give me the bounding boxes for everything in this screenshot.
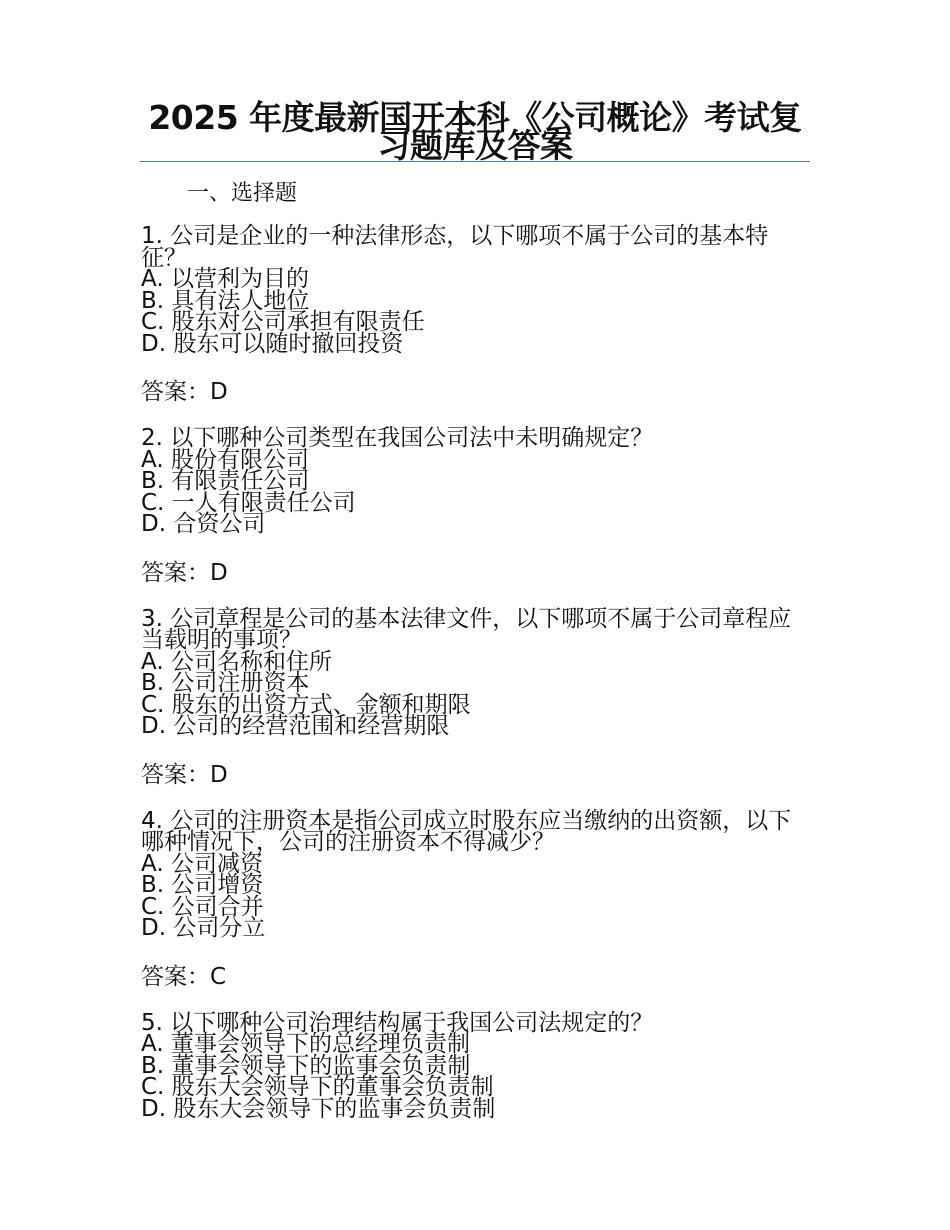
question-text: 2. 以下哪种公司类型在我国公司法中未明确规定？ — [141, 425, 654, 451]
answer-line: 答案：D — [141, 379, 228, 405]
option-c: C. 股东的出资方式、金额和期限 — [141, 691, 471, 718]
document-title: 2025 年度最新国开本科《公司概论》考试复习题库及答案 — [148, 98, 802, 165]
option-a: A. 股份有限公司 — [141, 446, 309, 473]
option-b: B. 董事会领导下的监事会负责制 — [141, 1052, 471, 1079]
option-d: D. 股东可以随时撤回投资 — [141, 330, 404, 357]
option-c: C. 股东大会领导下的董事会负责制 — [141, 1074, 494, 1100]
question-block — [141, 605, 801, 788]
question-text: 5. 以下哪种公司治理结构属于我国公司法规定的？ — [141, 1009, 654, 1036]
option-b: B. 公司增资 — [141, 872, 264, 898]
option-b: B. 有限责任公司 — [141, 468, 310, 494]
question-block — [141, 223, 801, 405]
question-text: 3. 公司章程是公司的基本法律文件，以下哪项不属于公司章程应当载明的事项？ — [141, 605, 792, 653]
title-underline — [140, 161, 810, 162]
option-a: A. 公司名称和住所 — [141, 648, 332, 675]
answer-line: 答案：D — [141, 559, 228, 586]
answer-line: 答案：C — [141, 963, 227, 990]
option-d: D. 股东大会领导下的监事会负责制 — [141, 1095, 496, 1122]
option-c: C. 公司合并 — [141, 893, 264, 920]
section-heading: 一、选择题 — [187, 181, 298, 206]
question-block — [141, 1009, 801, 1122]
option-a: A. 公司减资 — [141, 850, 263, 877]
option-d: D. 公司分立 — [141, 915, 266, 941]
option-b: B. 具有法人地位 — [141, 287, 310, 314]
question-block — [141, 425, 801, 586]
option-a: A. 以营利为目的 — [141, 266, 309, 292]
option-a: A. 董事会领导下的总经理负责制 — [141, 1031, 470, 1057]
question-text: 4. 公司的注册资本是指公司成立时股东应当缴纳的出资额，以下哪种情况下，公司的注册资本不得减少？ — [141, 807, 792, 855]
question-block — [141, 807, 801, 990]
question-text: 1. 公司是企业的一种法律形态，以下哪项不属于公司的基本特征？ — [141, 223, 769, 271]
answer-line: 答案：D — [141, 761, 228, 788]
option-d: D. 公司的经营范围和经营期限 — [141, 713, 450, 739]
option-b: B. 公司注册资本 — [141, 670, 310, 696]
option-c: C. 一人有限责任公司 — [141, 489, 356, 516]
option-c: C. 股东对公司承担有限责任 — [141, 309, 425, 335]
question-list — [141, 223, 801, 1144]
option-d: D. 合资公司 — [141, 511, 266, 537]
